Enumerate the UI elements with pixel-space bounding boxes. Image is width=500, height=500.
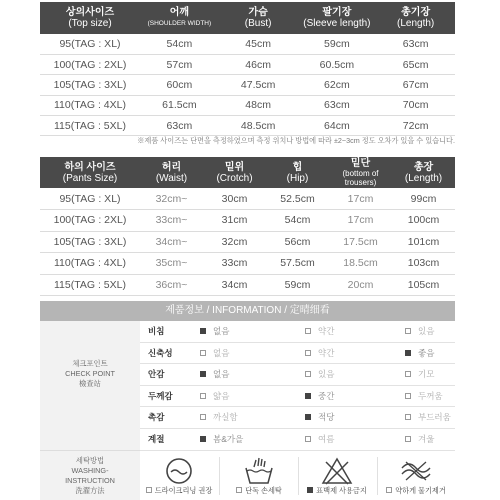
top-size-header-ko: 가슴 bbox=[248, 7, 268, 18]
measure-cell: 59cm bbox=[266, 274, 329, 296]
pants-size-header-5 bbox=[392, 157, 455, 188]
table-row bbox=[40, 95, 455, 115]
pants-size-header-ko: 총장 bbox=[413, 161, 434, 173]
attribute-option bbox=[405, 407, 451, 428]
top-size-header-en: (Sleeve length) bbox=[303, 18, 371, 29]
table-row bbox=[40, 34, 455, 54]
attribute-row bbox=[140, 364, 455, 386]
product-info-section bbox=[40, 301, 455, 500]
attribute-option bbox=[305, 429, 334, 450]
wash-label-hand-wash: 단독 손세탁 bbox=[245, 486, 282, 495]
attribute-option bbox=[405, 343, 434, 364]
checkbox-icon bbox=[236, 487, 242, 493]
top-size-header-ko: 어깨 bbox=[169, 7, 190, 18]
checkbox-icon bbox=[200, 350, 206, 356]
table-row bbox=[40, 75, 455, 95]
option-label: 두꺼움 bbox=[418, 390, 443, 401]
checkbox-icon bbox=[305, 371, 311, 377]
measure-cell: 45cm bbox=[219, 34, 298, 54]
checkbox-icon bbox=[405, 328, 411, 334]
washing-label-ko: 세탁방법 bbox=[75, 456, 105, 465]
measure-cell: 32cm bbox=[203, 231, 266, 253]
attribute-option bbox=[405, 321, 434, 342]
measure-cell: 64cm bbox=[298, 116, 377, 136]
checkbox-checked-icon bbox=[200, 371, 206, 377]
pants-size-header-ko: 밑단 bbox=[350, 158, 371, 169]
attribute-row bbox=[140, 321, 455, 343]
washing-label-en-2: INSTRUCTION bbox=[65, 476, 115, 485]
option-label: 봄&가을 bbox=[213, 434, 244, 444]
top-size-header-en: (Bust) bbox=[244, 18, 272, 29]
table-row bbox=[40, 253, 455, 275]
table-row bbox=[40, 210, 455, 232]
measure-cell: 32cm~ bbox=[140, 188, 203, 210]
attribute-name: 계절 bbox=[148, 434, 165, 444]
attribute-option bbox=[405, 429, 434, 450]
attribute-name: 신축성 bbox=[148, 347, 173, 358]
checkpoint-label bbox=[40, 321, 140, 451]
attribute-option bbox=[305, 321, 334, 342]
measure-cell: 34cm bbox=[203, 274, 266, 296]
size-measurement-note: ※제품 사이즈는 단면을 측정하였으며 측정 위치나 방법에 따라 ±2~3cm 정도 오차가 있을 수 있습니다. bbox=[137, 136, 455, 145]
measure-cell: 48cm bbox=[219, 95, 298, 115]
top-size-header-2 bbox=[219, 2, 298, 34]
size-cell: 100(TAG : 2XL) bbox=[40, 54, 140, 74]
measure-cell: 62cm bbox=[298, 75, 377, 95]
checkbox-checked-icon bbox=[200, 328, 206, 334]
attribute-name: 두께감 bbox=[148, 390, 173, 401]
measure-cell: 20cm bbox=[329, 274, 392, 296]
washing-label-cn: 洗濯方法 bbox=[75, 486, 105, 495]
table-row bbox=[40, 274, 455, 296]
top-size-header-row bbox=[40, 2, 455, 34]
checkbox-checked-icon bbox=[305, 414, 311, 420]
measure-cell: 54cm bbox=[266, 210, 329, 232]
measure-cell: 70cm bbox=[376, 95, 455, 115]
measure-cell: 61.5cm bbox=[140, 95, 219, 115]
checkbox-icon bbox=[146, 487, 152, 493]
checkbox-icon bbox=[305, 328, 311, 334]
size-cell: 105(TAG : 3XL) bbox=[40, 231, 140, 253]
no-bleach-icon bbox=[320, 456, 354, 486]
attribute-row bbox=[140, 407, 455, 429]
size-cell: 110(TAG : 4XL) bbox=[40, 95, 140, 115]
checkbox-checked-icon bbox=[307, 487, 313, 493]
checkpoint-label-en: CHECK POINT bbox=[65, 369, 115, 378]
option-label: 좋음 bbox=[418, 347, 435, 358]
pants-size-header-ko: 하의 사이즈 bbox=[64, 161, 116, 173]
hand-wash-icon bbox=[242, 456, 276, 486]
attribute-option bbox=[200, 343, 229, 364]
pants-size-header-1 bbox=[140, 157, 203, 188]
wash-item-no-bleach bbox=[298, 451, 376, 500]
measure-cell: 63cm bbox=[376, 34, 455, 54]
checkbox-icon bbox=[305, 350, 311, 356]
checkbox-icon bbox=[386, 487, 392, 493]
option-label: 없음 bbox=[213, 369, 230, 380]
measure-cell: 103cm bbox=[392, 253, 455, 275]
top-size-header-en: (Top size) bbox=[68, 18, 112, 29]
size-cell: 100(TAG : 2XL) bbox=[40, 210, 140, 232]
pants-size-header-en: (Hip) bbox=[286, 172, 309, 184]
measure-cell: 56cm bbox=[266, 231, 329, 253]
info-header: 제품정보 / INFORMATION / 定晴细看 bbox=[40, 301, 455, 321]
measure-cell: 46cm bbox=[219, 54, 298, 74]
pants-size-header-ko: 밑위 bbox=[224, 161, 245, 173]
measure-cell: 65cm bbox=[376, 54, 455, 74]
measure-cell: 33cm bbox=[203, 253, 266, 275]
measure-cell: 60cm bbox=[140, 75, 219, 95]
attribute-row bbox=[140, 386, 455, 408]
top-size-header-3 bbox=[298, 2, 377, 34]
checkbox-icon bbox=[405, 414, 411, 420]
top-size-header-ko: 총기장 bbox=[401, 7, 431, 18]
pants-size-header-en: (bottom of trousers) bbox=[342, 169, 379, 187]
checkpoint-label-ko: 체크포인트 bbox=[72, 359, 108, 368]
measure-cell: 48.5cm bbox=[219, 116, 298, 136]
measure-cell: 18.5cm bbox=[329, 253, 392, 275]
attribute-option bbox=[405, 364, 434, 385]
option-label: 없음 bbox=[213, 326, 230, 336]
measure-cell: 47.5cm bbox=[219, 75, 298, 95]
checkbox-icon bbox=[405, 393, 411, 399]
attribute-name: 촉감 bbox=[148, 412, 165, 423]
measure-cell: 35cm~ bbox=[140, 253, 203, 275]
pants-size-header-4 bbox=[329, 157, 392, 188]
measure-cell: 72cm bbox=[376, 116, 455, 136]
attribute-option bbox=[200, 364, 229, 385]
top-size-header-ko: 상의사이즈 bbox=[65, 7, 115, 18]
top-size-header-4 bbox=[376, 2, 455, 34]
top-size-table bbox=[40, 2, 455, 136]
pants-size-table bbox=[40, 157, 455, 296]
attribute-option bbox=[305, 343, 334, 364]
washing-label bbox=[40, 451, 140, 500]
measure-cell: 54cm bbox=[140, 34, 219, 54]
checkpoint-label-cn: 檢查站 bbox=[79, 379, 101, 388]
measure-cell: 59cm bbox=[298, 34, 377, 54]
option-label: 까실함 bbox=[213, 412, 238, 423]
checkbox-icon bbox=[200, 414, 206, 420]
top-size-header-0 bbox=[40, 2, 140, 34]
checkbox-checked-icon bbox=[200, 436, 206, 442]
checkbox-icon bbox=[200, 393, 206, 399]
option-label: 여름 bbox=[318, 434, 335, 444]
pants-size-header-en: (Waist) bbox=[155, 172, 188, 184]
checkbox-icon bbox=[305, 436, 311, 442]
measure-cell: 34cm~ bbox=[140, 231, 203, 253]
size-cell: 115(TAG : 5XL) bbox=[40, 116, 140, 136]
top-size-header-en: (SHOULDER WIDTH) bbox=[147, 20, 212, 27]
option-label: 약간 bbox=[318, 326, 335, 336]
attribute-option bbox=[305, 364, 334, 385]
measure-cell: 57.5cm bbox=[266, 253, 329, 275]
measure-cell: 63cm bbox=[140, 116, 219, 136]
measure-cell: 33cm~ bbox=[140, 210, 203, 232]
attribute-option bbox=[200, 321, 229, 342]
option-label: 없음 bbox=[213, 347, 230, 358]
size-cell: 115(TAG : 5XL) bbox=[40, 274, 140, 296]
measure-cell: 36cm~ bbox=[140, 274, 203, 296]
option-label: 중간 bbox=[318, 390, 335, 401]
pants-size-header-row bbox=[40, 157, 455, 188]
pants-size-header-2 bbox=[203, 157, 266, 188]
measure-cell: 17.5cm bbox=[329, 231, 392, 253]
measure-cell: 100cm bbox=[392, 210, 455, 232]
wash-label-no-bleach: 표백제 사용금지 bbox=[316, 486, 367, 495]
option-label: 적당 bbox=[318, 412, 335, 423]
measure-cell: 30cm bbox=[203, 188, 266, 210]
pants-size-header-3 bbox=[266, 157, 329, 188]
option-label: 약간 bbox=[318, 347, 335, 358]
measure-cell: 52.5cm bbox=[266, 188, 329, 210]
table-row bbox=[40, 116, 455, 136]
wash-item-dry-clean bbox=[140, 451, 218, 500]
pants-size-header-0 bbox=[40, 157, 140, 188]
checkbox-icon bbox=[405, 371, 411, 377]
attribute-option bbox=[200, 407, 238, 428]
checkbox-checked-icon bbox=[405, 350, 411, 356]
pants-size-header-en: (Pants Size) bbox=[62, 172, 118, 184]
attribute-row bbox=[140, 429, 455, 451]
washing-icons-row bbox=[140, 451, 455, 500]
measure-cell: 101cm bbox=[392, 231, 455, 253]
top-size-header-1 bbox=[140, 2, 219, 34]
option-label: 있음 bbox=[318, 369, 335, 380]
measure-cell: 63cm bbox=[298, 95, 377, 115]
wash-label-gentle-wring: 약하게 물기제거 bbox=[395, 486, 446, 495]
measure-cell: 67cm bbox=[376, 75, 455, 95]
wash-label-dry-clean: 드라이크리닝 권장 bbox=[154, 486, 213, 495]
attribute-option bbox=[305, 386, 334, 407]
washing-label-en-1: WASHING- bbox=[71, 466, 109, 475]
attribute-option bbox=[305, 407, 334, 428]
option-label: 겨울 bbox=[418, 434, 435, 444]
attribute-row bbox=[140, 343, 455, 365]
table-row bbox=[40, 231, 455, 253]
measure-cell: 99cm bbox=[392, 188, 455, 210]
attribute-name: 안감 bbox=[148, 369, 165, 380]
top-size-header-ko: 팔기장 bbox=[322, 7, 352, 18]
measure-cell: 31cm bbox=[203, 210, 266, 232]
pants-size-header-en: (Length) bbox=[404, 172, 443, 184]
option-label: 얇음 bbox=[213, 390, 230, 401]
measure-cell: 60.5cm bbox=[298, 54, 377, 74]
checkbox-checked-icon bbox=[305, 393, 311, 399]
attribute-name: 비침 bbox=[148, 326, 165, 336]
option-label: 부드러움 bbox=[418, 412, 451, 423]
table-row bbox=[40, 188, 455, 210]
attribute-option bbox=[200, 429, 243, 450]
size-cell: 95(TAG : XL) bbox=[40, 34, 140, 54]
attribute-option bbox=[200, 386, 229, 407]
measure-cell: 57cm bbox=[140, 54, 219, 74]
top-size-header-en: (Length) bbox=[397, 18, 435, 29]
table-row bbox=[40, 54, 455, 74]
dry-clean-icon bbox=[162, 456, 196, 486]
pants-size-header-en: (Crotch) bbox=[216, 172, 253, 184]
size-cell: 95(TAG : XL) bbox=[40, 188, 140, 210]
measure-cell: 105cm bbox=[392, 274, 455, 296]
measure-cell: 17cm bbox=[329, 188, 392, 210]
checkbox-icon bbox=[405, 436, 411, 442]
gentle-wring-icon bbox=[399, 456, 433, 486]
size-cell: 110(TAG : 4XL) bbox=[40, 253, 140, 275]
wash-item-gentle-wring bbox=[377, 451, 455, 500]
option-label: 기모 bbox=[418, 369, 435, 380]
option-label: 있음 bbox=[418, 326, 435, 336]
size-cell: 105(TAG : 3XL) bbox=[40, 75, 140, 95]
measure-cell: 17cm bbox=[329, 210, 392, 232]
pants-size-header-ko: 힙 bbox=[292, 161, 303, 173]
pants-size-header-ko: 허리 bbox=[161, 161, 182, 173]
wash-item-hand-wash bbox=[220, 451, 298, 500]
attribute-option bbox=[405, 386, 443, 407]
